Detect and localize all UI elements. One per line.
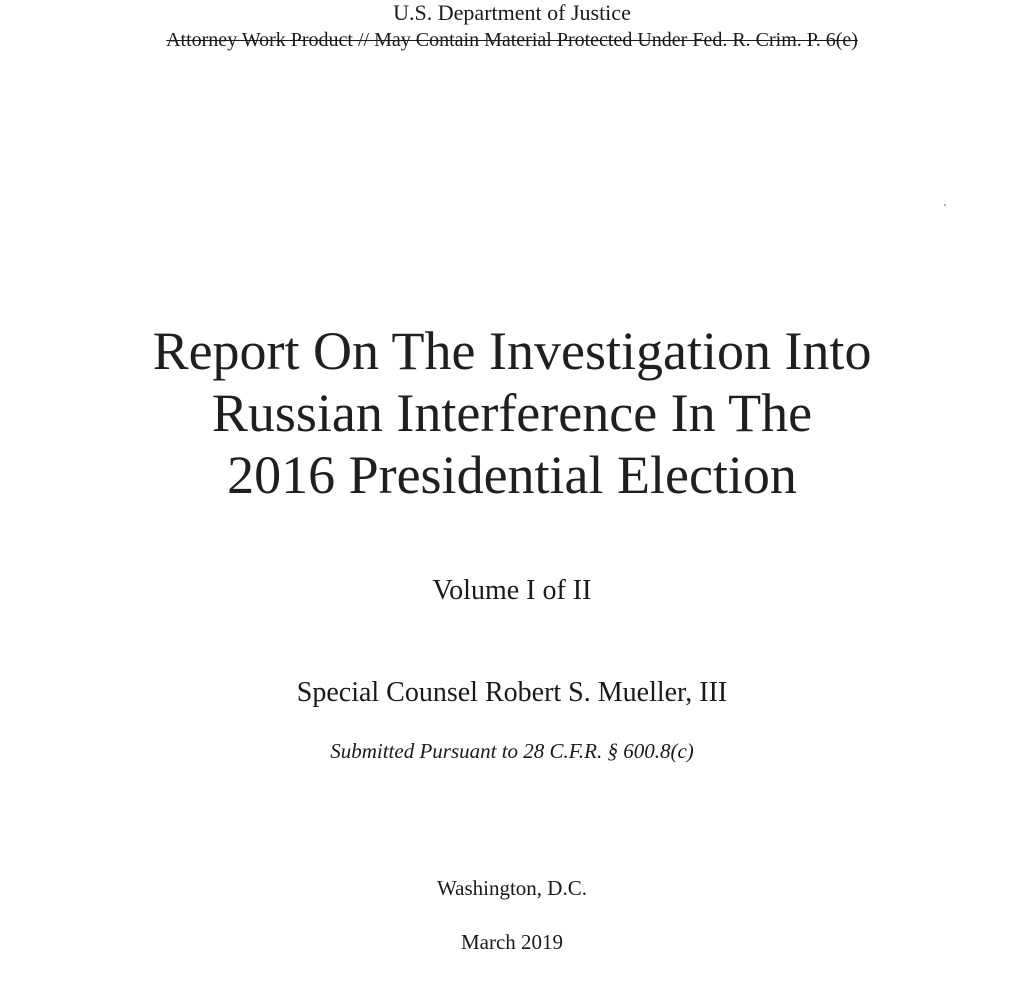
- location-line: Washington, D.C.: [437, 876, 587, 900]
- date-line: March 2019: [460, 930, 564, 954]
- volume-label: Volume I of II: [432, 575, 592, 606]
- scan-speck: [944, 204, 946, 206]
- title-line-1: Report On The Investigation Into: [152, 321, 872, 381]
- author-line: Special Counsel Robert S. Mueller, III: [296, 677, 728, 708]
- report-title: [0, 320, 1024, 506]
- submission-citation: Submitted Pursuant to 28 C.F.R. § 600.8(c): [330, 739, 694, 763]
- title-line-2: Russian Interference In The: [211, 383, 813, 443]
- title-line-3: 2016 Presidential Election: [227, 445, 797, 505]
- department-header: U.S. Department of Justice: [393, 0, 631, 25]
- work-product-marking: Attorney Work Product // May Contain Material Protected Under Fed. R. Crim. P. 6(e): [166, 29, 858, 51]
